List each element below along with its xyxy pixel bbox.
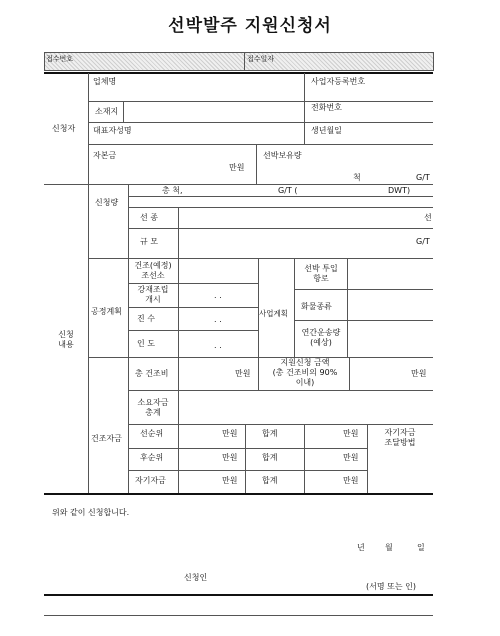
ship-size-label: 규 모 [140, 237, 158, 246]
col-line [294, 258, 295, 357]
row-line [88, 357, 433, 358]
first-lien-sum: 합계 [262, 429, 278, 438]
business-label: 사업계획 [259, 309, 288, 318]
month-label: 월 [385, 543, 393, 552]
footer-rule-thin [44, 615, 433, 616]
col-line [304, 424, 305, 493]
cargo-label: 화물종류 [301, 302, 332, 311]
second-lien-label: 후순위 [140, 453, 164, 462]
own-funds-label: 자기자금 [135, 476, 166, 485]
applicant-bottom-line [44, 184, 433, 185]
receipt-bar [44, 52, 434, 71]
row-line [128, 283, 258, 284]
col-line [258, 258, 259, 357]
col-line [123, 101, 124, 122]
ships-unit-gt: G/T [416, 173, 430, 182]
row-line [88, 258, 433, 259]
row-line [88, 122, 433, 123]
capital-unit: 만원 [229, 163, 245, 172]
phone-label: 전화번호 [311, 103, 342, 112]
company-label: 업체명 [93, 77, 117, 86]
col-line [349, 357, 350, 390]
total-cost-label: 총 건조비 [135, 369, 169, 378]
day-label: 일 [417, 543, 425, 552]
row-line [128, 330, 258, 331]
row-line [128, 207, 433, 208]
support-amount-unit: 만원 [411, 369, 427, 378]
col-line [178, 207, 179, 258]
row-line [128, 448, 367, 449]
row-line [128, 228, 433, 229]
receipt-date-label: 접수일자 [247, 55, 275, 63]
support-amount-label: 지원신청 금액 (총 건조비의 90% 이내) [272, 358, 338, 387]
ship-type-unit: 선 [424, 213, 432, 222]
tonnage-gt: G/T ( [278, 186, 298, 195]
total-cost-unit: 만원 [235, 369, 251, 378]
steel-label: 강재조립 개시 [137, 285, 169, 304]
first-lien-unit: 만원 [222, 429, 238, 438]
col-line [178, 258, 179, 357]
own-funds-sum-unit: 만원 [343, 476, 359, 485]
first-lien-sum-unit: 만원 [343, 429, 359, 438]
birth-label: 생년월일 [311, 126, 342, 135]
year-label: 년 [357, 543, 365, 552]
funding-label: 건조자금 [91, 434, 122, 443]
row-line [128, 196, 433, 197]
col-line [128, 184, 129, 493]
vessel-label: 신청량 [95, 198, 119, 207]
bizno-label: 사업자등록번호 [311, 77, 366, 86]
delivery-label: 인 도 [137, 339, 155, 348]
row-line [294, 320, 433, 321]
receipt-divider [244, 52, 245, 70]
table-top-border [44, 72, 433, 74]
second-lien-sum-unit: 만원 [343, 453, 359, 462]
own-total-label: 소요자금 총계 [137, 398, 169, 417]
col-line [367, 424, 368, 493]
schedule-label: 공정계획 [91, 307, 122, 316]
route-label: 선박 투입 항로 [304, 264, 338, 283]
form-title: 선박발주 지원신청서 [168, 16, 332, 36]
receipt-no-label: 접수번호 [46, 55, 74, 63]
row-line [128, 424, 433, 425]
col-line [304, 73, 305, 144]
own-funds-unit: 만원 [222, 476, 238, 485]
shipyard-label: 건조(예정) 조선소 [134, 261, 172, 280]
applicant-section-label: 신청자 [52, 124, 76, 133]
col-line [258, 357, 259, 390]
own-method-label: 자기자금 조달방법 [384, 428, 416, 447]
rep-label: 대표자성명 [93, 126, 132, 135]
row-line [128, 307, 258, 308]
tonnage-dwt: DWT) [388, 186, 411, 195]
applicant-sign-label: 신청인 [184, 573, 208, 582]
first-lien-label: 선순위 [140, 429, 164, 438]
col-line [347, 258, 348, 357]
row-line [294, 289, 433, 290]
second-lien-sum: 합계 [262, 453, 278, 462]
row-line [128, 470, 367, 471]
content-section-label: 신청 내용 [58, 330, 74, 349]
ship-size-unit: G/T [416, 237, 430, 246]
col-line [256, 144, 257, 184]
ships-unit-count: 척 [353, 173, 361, 182]
section-col-divider [88, 73, 89, 493]
table-bottom-border [44, 493, 433, 495]
second-lien-unit: 만원 [222, 453, 238, 462]
row-line [88, 101, 433, 102]
steel-date: . . [214, 291, 222, 300]
signature-label: (서명 또는 인) [366, 582, 416, 591]
tonnage-label: 총 척, [162, 186, 183, 195]
delivery-date: . . [214, 341, 222, 350]
launch-label: 진 수 [137, 314, 155, 323]
launch-date: . . [214, 315, 222, 324]
volume-label: 연간운송량 (예상) [301, 328, 341, 347]
row-line [128, 390, 433, 391]
col-line [178, 357, 179, 493]
footer-rule-thick [44, 594, 433, 596]
row-line [88, 144, 433, 145]
declaration-text: 위와 같이 신청합니다. [52, 508, 130, 517]
col-line [245, 424, 246, 493]
address-label: 소재지 [95, 107, 119, 116]
capital-label: 자본금 [93, 151, 117, 160]
ships-label: 선박보유량 [263, 151, 302, 160]
ship-type-label: 선 종 [140, 213, 158, 222]
own-funds-sum: 합계 [262, 476, 278, 485]
